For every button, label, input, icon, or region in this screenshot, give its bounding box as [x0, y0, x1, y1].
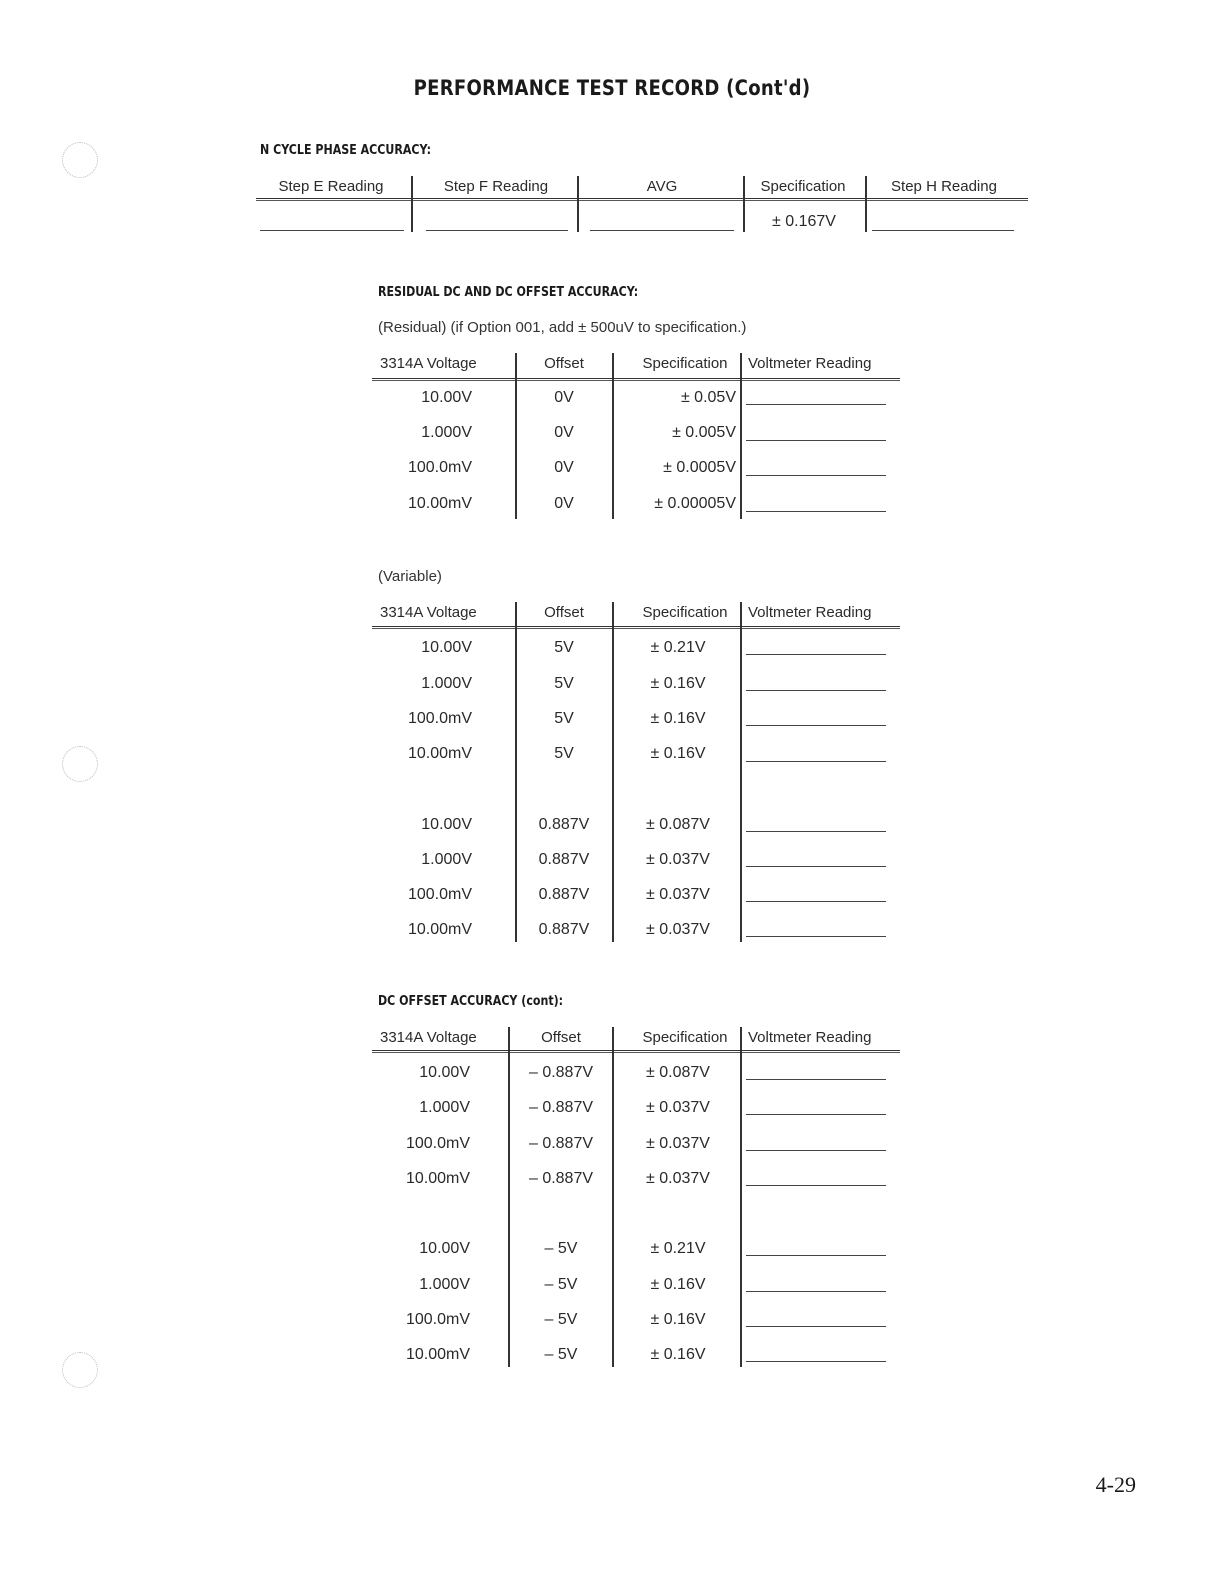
- header-voltage: 3314A Voltage: [380, 604, 477, 621]
- table-row-spec: ± 0.16V: [650, 745, 706, 762]
- voltmeter-reading-blank[interactable]: [746, 831, 886, 832]
- voltmeter-reading-blank[interactable]: [746, 936, 886, 937]
- table-row-voltage: 100.0mV: [405, 1311, 470, 1328]
- header-divider: [372, 626, 900, 629]
- table-row-offset: – 5V: [544, 1346, 578, 1363]
- header-offset: Offset: [541, 1029, 581, 1046]
- table-row-spec: ± 0.037V: [646, 1099, 710, 1116]
- table-row-offset: 0.887V: [538, 851, 590, 868]
- header-voltage: 3314A Voltage: [380, 1029, 477, 1046]
- header-specification: Specification: [760, 178, 846, 195]
- table-row-offset: 0V: [554, 495, 574, 512]
- dc-offset-cont-heading: DC OFFSET ACCURACY (cont):: [378, 994, 564, 1009]
- table-row-spec: ± 0.16V: [650, 1276, 706, 1293]
- column-divider: [612, 602, 614, 942]
- binder-hole-middle: [62, 746, 98, 782]
- header-divider: [372, 378, 900, 381]
- table-row-spec: ± 0.087V: [646, 1064, 710, 1081]
- table-row-offset: 0.887V: [538, 886, 590, 903]
- table-row-voltage: 1.000V: [421, 851, 472, 868]
- table-row-voltage: 10.00mV: [405, 1346, 470, 1363]
- header-voltmeter-reading: Voltmeter Reading: [748, 604, 872, 621]
- header-offset: Offset: [544, 355, 584, 372]
- table-row-spec: ± 0.037V: [646, 886, 710, 903]
- table-row-voltage: 100.0mV: [407, 459, 472, 476]
- table-row-offset: 0.887V: [538, 816, 590, 833]
- table-row-offset: – 0.887V: [528, 1135, 594, 1152]
- header-offset: Offset: [544, 604, 584, 621]
- voltmeter-reading-blank[interactable]: [746, 690, 886, 691]
- header-specification: Specification: [642, 355, 728, 372]
- step-h-reading-blank[interactable]: [872, 230, 1014, 231]
- binder-hole-top: [62, 142, 98, 178]
- table-row-spec: ± 0.037V: [646, 1135, 710, 1152]
- column-divider: [411, 176, 413, 232]
- table-row-voltage: 100.0mV: [407, 886, 472, 903]
- step-e-reading-blank[interactable]: [260, 230, 404, 231]
- table-row-offset: – 5V: [544, 1240, 578, 1257]
- avg-blank[interactable]: [590, 230, 734, 231]
- table-row-offset: – 0.887V: [528, 1170, 594, 1187]
- binder-hole-bottom: [62, 1352, 98, 1388]
- table-row-spec: ± 0.16V: [650, 1311, 706, 1328]
- voltmeter-reading-blank[interactable]: [746, 440, 886, 441]
- voltmeter-reading-blank[interactable]: [746, 1150, 886, 1151]
- voltmeter-reading-blank[interactable]: [746, 654, 886, 655]
- table-row-voltage: 100.0mV: [405, 1135, 470, 1152]
- table-row-spec: ± 0.0005V: [663, 459, 736, 476]
- n-cycle-specification-value: ± 0.167V: [772, 213, 836, 230]
- table-row-offset: – 0.887V: [528, 1064, 594, 1081]
- voltmeter-reading-blank[interactable]: [746, 1326, 886, 1327]
- voltmeter-reading-blank[interactable]: [746, 404, 886, 405]
- table-row-spec: ± 0.00005V: [654, 495, 736, 512]
- n-cycle-heading: N CYCLE PHASE ACCURACY:: [260, 143, 431, 158]
- header-step-f-reading: Step F Reading: [443, 178, 549, 195]
- table-row-voltage: 10.00mV: [407, 495, 472, 512]
- voltmeter-reading-blank[interactable]: [746, 1255, 886, 1256]
- column-divider: [612, 1027, 614, 1367]
- header-voltmeter-reading: Voltmeter Reading: [748, 355, 872, 372]
- header-step-e-reading: Step E Reading: [278, 178, 384, 195]
- table-row-offset: – 0.887V: [528, 1099, 594, 1116]
- header-step-h-reading: Step H Reading: [891, 178, 997, 195]
- voltmeter-reading-blank[interactable]: [746, 901, 886, 902]
- column-divider: [743, 176, 745, 232]
- table-row-offset: 0V: [554, 459, 574, 476]
- table-row-spec: ± 0.005V: [672, 424, 736, 441]
- voltmeter-reading-blank[interactable]: [746, 761, 886, 762]
- voltmeter-reading-blank[interactable]: [746, 1185, 886, 1186]
- table-row-offset: 0.887V: [538, 921, 590, 938]
- table-row-spec: ± 0.087V: [646, 816, 710, 833]
- table-row-spec: ± 0.05V: [680, 389, 736, 406]
- voltmeter-reading-blank[interactable]: [746, 866, 886, 867]
- table-row-voltage: 1.000V: [421, 424, 472, 441]
- table-row-voltage: 1.000V: [419, 1099, 470, 1116]
- voltmeter-reading-blank[interactable]: [746, 1361, 886, 1362]
- table-row-spec: ± 0.16V: [650, 675, 706, 692]
- table-row-spec: ± 0.037V: [646, 1170, 710, 1187]
- table-row-offset: 5V: [554, 639, 574, 656]
- header-divider: [256, 198, 1028, 201]
- table-row-offset: 5V: [554, 710, 574, 727]
- column-divider: [740, 353, 742, 519]
- table-row-voltage: 100.0mV: [407, 710, 472, 727]
- table-row-spec: ± 0.037V: [646, 921, 710, 938]
- table-row-offset: 5V: [554, 745, 574, 762]
- page-title: PERFORMANCE TEST RECORD (Cont'd): [413, 76, 811, 100]
- table-row-offset: 0V: [554, 424, 574, 441]
- voltmeter-reading-blank[interactable]: [746, 1114, 886, 1115]
- step-f-reading-blank[interactable]: [426, 230, 568, 231]
- table-row-spec: ± 0.16V: [650, 1346, 706, 1363]
- table-row-voltage: 10.00mV: [407, 921, 472, 938]
- table-row-voltage: 10.00V: [419, 1064, 470, 1081]
- column-divider: [740, 602, 742, 942]
- table-row-voltage: 10.00mV: [405, 1170, 470, 1187]
- table-row-spec: ± 0.21V: [650, 639, 706, 656]
- table-row-voltage: 10.00V: [421, 389, 472, 406]
- page-number: 4-29: [1095, 1472, 1136, 1497]
- voltmeter-reading-blank[interactable]: [746, 1079, 886, 1080]
- column-divider: [577, 176, 579, 232]
- table-row-spec: ± 0.037V: [646, 851, 710, 868]
- table-row-voltage: 10.00mV: [407, 745, 472, 762]
- header-voltage: 3314A Voltage: [380, 355, 477, 372]
- header-voltmeter-reading: Voltmeter Reading: [748, 1029, 872, 1046]
- table-row-spec: ± 0.21V: [650, 1240, 706, 1257]
- column-divider: [740, 1027, 742, 1367]
- residual-heading: RESIDUAL DC AND DC OFFSET ACCURACY:: [378, 285, 639, 300]
- column-divider: [865, 176, 867, 232]
- header-avg: AVG: [646, 178, 678, 195]
- voltmeter-reading-blank[interactable]: [746, 725, 886, 726]
- table-row-offset: – 5V: [544, 1311, 578, 1328]
- residual-note: (Residual) (if Option 001, add ± 500uV to specification.): [378, 319, 747, 336]
- voltmeter-reading-blank[interactable]: [746, 511, 886, 512]
- header-specification: Specification: [642, 1029, 728, 1046]
- table-row-offset: – 5V: [544, 1276, 578, 1293]
- table-row-voltage: 10.00V: [421, 639, 472, 656]
- table-row-voltage: 10.00V: [421, 816, 472, 833]
- variable-label: (Variable): [378, 568, 442, 585]
- table-row-voltage: 1.000V: [421, 675, 472, 692]
- table-row-offset: 0V: [554, 389, 574, 406]
- table-row-spec: ± 0.16V: [650, 710, 706, 727]
- table-row-voltage: 10.00V: [419, 1240, 470, 1257]
- header-specification: Specification: [642, 604, 728, 621]
- table-row-voltage: 1.000V: [419, 1276, 470, 1293]
- voltmeter-reading-blank[interactable]: [746, 1291, 886, 1292]
- header-divider: [372, 1050, 900, 1053]
- voltmeter-reading-blank[interactable]: [746, 475, 886, 476]
- table-row-offset: 5V: [554, 675, 574, 692]
